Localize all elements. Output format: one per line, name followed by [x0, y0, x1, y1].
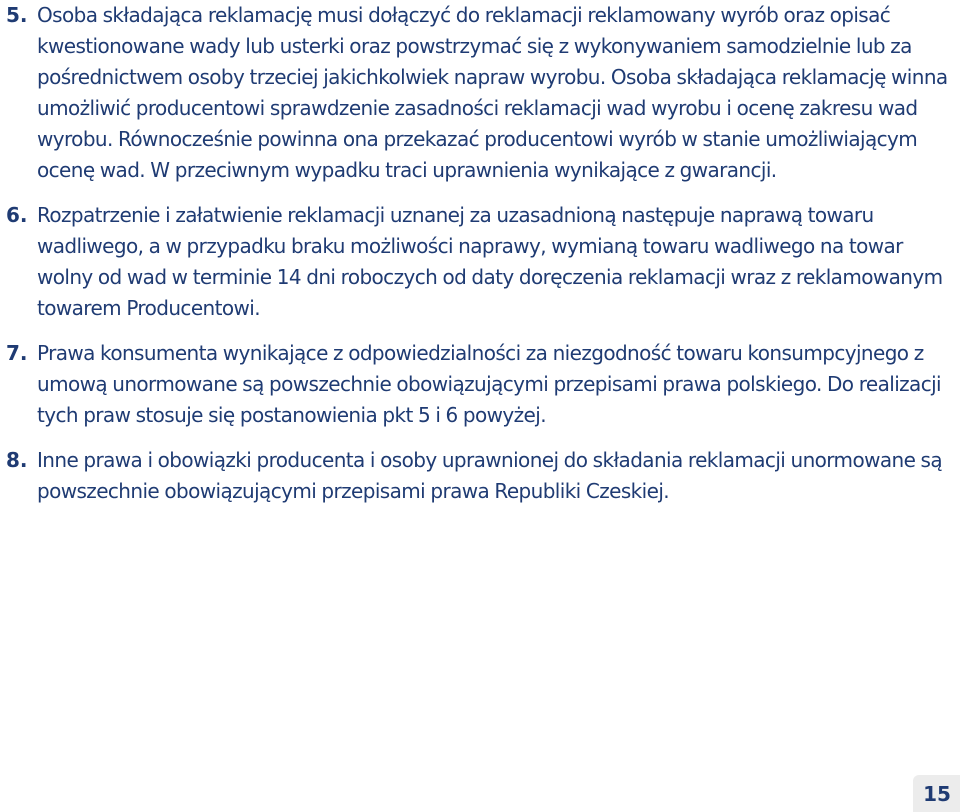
item-number: 8.	[6, 448, 28, 472]
list-item-7	[6, 338, 951, 431]
document-body	[6, 0, 951, 507]
page-number: 15	[923, 781, 951, 806]
item-paragraph: Osoba składająca reklamację musi dołączyć do reklamacji reklamowany wyrób oraz opisać kwestionowane wady lub usterki oraz powstrzymać się z wykonywaniem samodzielnie lub za pośrednictwem osoby trzeciej jakichkolwiek napraw wyrobu. Osoba składająca reklamację winna umożliwić producentowi sprawdzenie zasadności reklamacji wad wyrobu i ocenę zakresu wad wyrobu. Równocześnie powinna ona przekazać producentowi wyrób w stanie umożliwiającym ocenę wad. W przeciwnym wypadku traci uprawnienia wynikające z gwarancji.	[37, 3, 948, 182]
item-paragraph: Inne prawa i obowiązki producenta i osoby uprawnionej do składania reklamacji unormowane są powszechnie obowiązującymi przepisami prawa Republiki Czeskiej.	[37, 448, 943, 503]
item-paragraph: Rozpatrzenie i załatwienie reklamacji uznanej za uzasadnioną następuje naprawą towaru wadliwego, a w przypadku braku możliwości naprawy, wymianą towaru wadliwego na towar wolny od wad w terminie 14 dni roboczych od daty doręczenia reklamacji wraz z reklamowanym towarem Producentowi.	[37, 203, 943, 320]
list-item-8	[6, 445, 951, 507]
list-item-6	[6, 200, 951, 324]
list-item-5	[6, 0, 951, 186]
item-number: 6.	[6, 203, 28, 227]
item-number: 5.	[6, 3, 28, 27]
page-number-badge	[913, 775, 960, 812]
item-paragraph: Prawa konsumenta wynikające z odpowiedzialności za niezgodność towaru konsumpcyjnego z umową unormowane są powszechnie obowiązującymi przepisami prawa polskiego. Do realizacji tych praw stosuje się postanowienia pkt 5 i 6 powyżej.	[37, 341, 942, 427]
item-number: 7.	[6, 341, 28, 365]
